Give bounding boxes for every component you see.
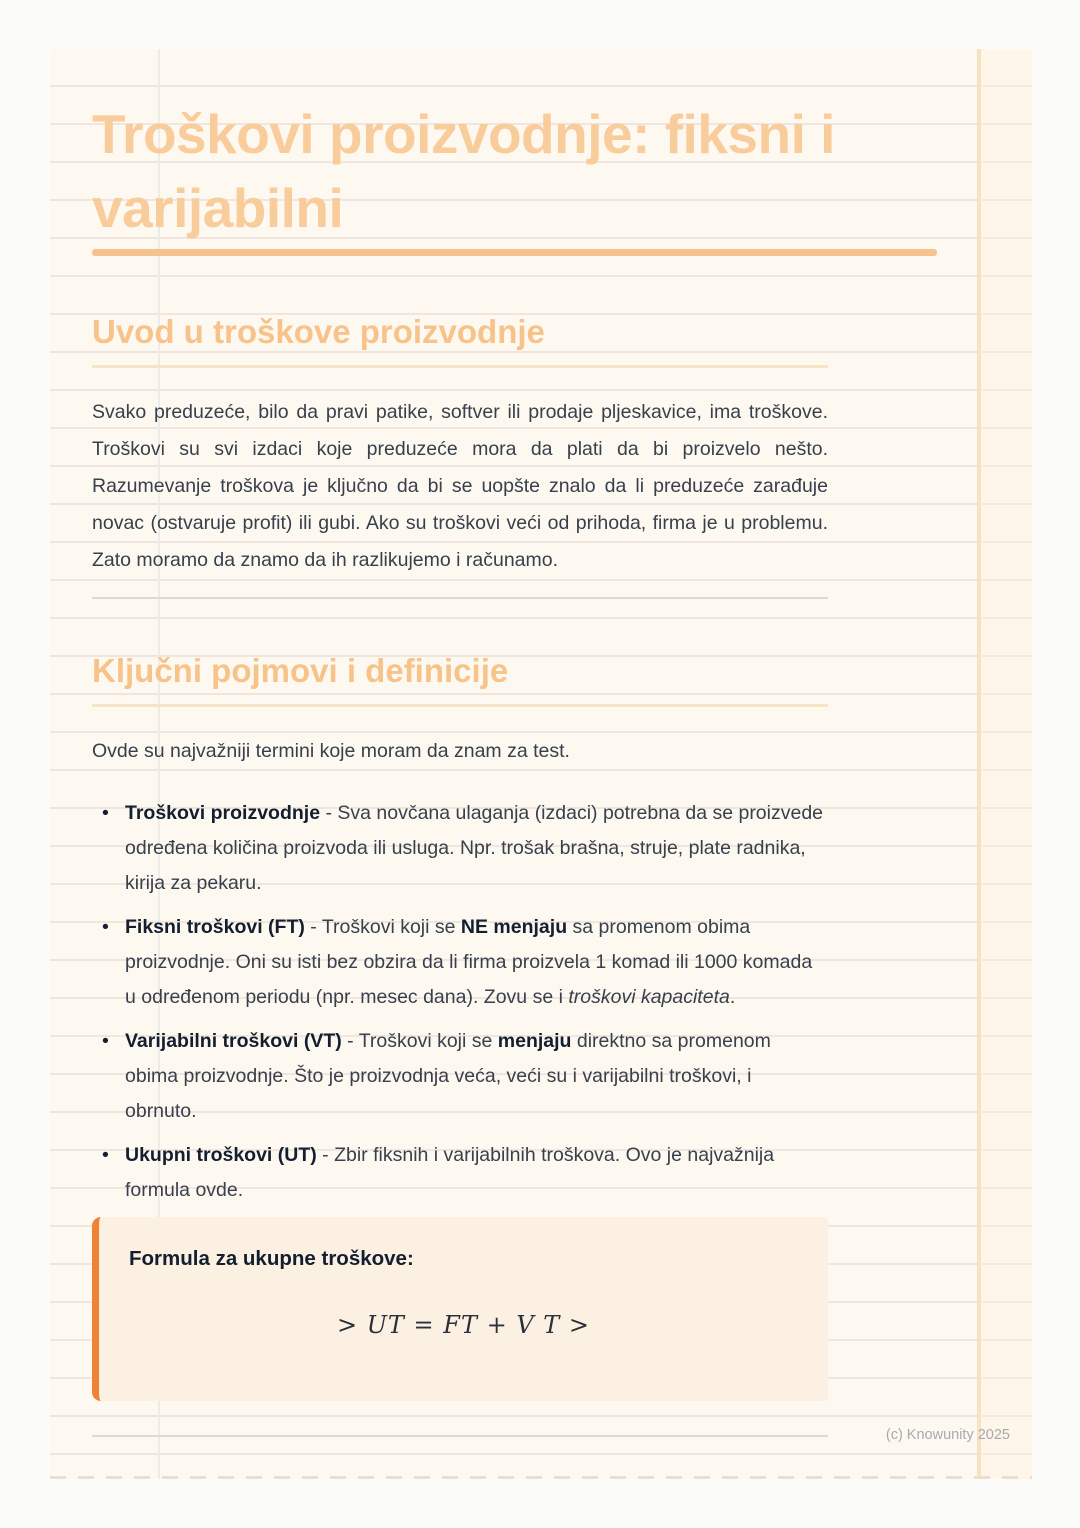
- definition-text-segment: menjaju: [497, 1030, 572, 1052]
- definition-text-segment: troškovi kapaciteta: [568, 986, 730, 1008]
- intro-paragraph: Svako preduzeće, bilo da pravi patike, softver ili prodaje pljeskavice, ima troškove. Troškovi su svi izdaci koje preduzeće mora da plati da bi proizvelo nešto. Razumevanje troškova je ključno da bi se uopšte znalo da li preduzeće zarađuje novac (ostvaruje profit) ili gubi. Ako su troškovi veći od prihoda, firma je u problemu. Zato moramo da znamo da ih razlikujemo i računamo.: [92, 401, 828, 571]
- section-uvod: [92, 312, 828, 579]
- notebook-margin-line-right: [977, 49, 981, 1479]
- definition-text-segment: direktno sa promenom obima proizvodnje. Što je proizvodnja veća, veći su i varijabilni troškovi, i obrnuto.: [125, 1030, 771, 1122]
- formula-callout: [92, 1217, 828, 1401]
- definition-text-segment: sa promenom obima proizvodnje. Oni su isti bez obzira da li firma proizvela 1 komad ili 1000 komada u određenom periodu (npr. mesec dana). Zovu se i: [125, 916, 813, 1008]
- definition-text-segment: - Troškovi koji se: [304, 916, 461, 938]
- heading-underline: [92, 365, 828, 368]
- formula-callout-title: Formula za ukupne troškove:: [129, 1247, 414, 1270]
- definition-item: [92, 796, 828, 901]
- definition-text-segment: - Troškovi koji se: [341, 1030, 498, 1052]
- definition-text-segment: - Sva novčana ulaganja (izdaci) potrebna da se proizvede određena količina proizvoda ili usluga. Npr. trošak brašna, struje, plate radnika, kirija za pekaru.: [125, 802, 824, 894]
- definition-text-segment: Troškovi proizvodnje: [125, 802, 321, 824]
- definition-item: [92, 1024, 828, 1129]
- definition-item: [92, 910, 828, 1015]
- footer-row: [92, 1427, 1010, 1443]
- section-heading-pojmovi: Ključni pojmovi i definicije: [92, 652, 509, 689]
- copyright-notice: (c) Knowunity 2025: [885, 1427, 1010, 1443]
- definitions-list: [92, 796, 828, 1208]
- definition-text-segment: Varijabilni troškovi (VT): [125, 1030, 342, 1052]
- formula-expression: > UT = FT + V T >: [336, 1311, 591, 1339]
- definition-text-segment: - Zbir fiksnih i varijabilnih troškova. Ovo je najvažnija formula ovde.: [125, 1144, 775, 1201]
- definition-item: [92, 1138, 828, 1208]
- title-divider-rule: [92, 249, 937, 256]
- notebook-paper: [50, 49, 1032, 1479]
- section-heading-uvod: Uvod u troškove proizvodnje: [92, 313, 545, 350]
- paper-right-tint: [981, 49, 1032, 1479]
- definition-text-segment: Fiksni troškovi (FT): [125, 916, 305, 938]
- page-title: Troškovi proizvodnje: fiksni i varijabilni: [92, 103, 835, 239]
- section-pojmovi: [92, 651, 828, 1208]
- definition-text-segment: NE menjaju: [460, 916, 568, 938]
- definition-text-segment: Ukupni troškovi (UT): [125, 1144, 317, 1166]
- paper-perforated-edge: [50, 1476, 1032, 1479]
- footer-divider: [92, 1435, 828, 1437]
- heading-underline: [92, 704, 828, 707]
- definitions-intro: Ovde su najvažniji termini koje moram da znam za test.: [92, 740, 570, 762]
- section-divider: [92, 597, 828, 599]
- definition-text-segment: .: [729, 986, 736, 1008]
- document-content: [92, 97, 1010, 1443]
